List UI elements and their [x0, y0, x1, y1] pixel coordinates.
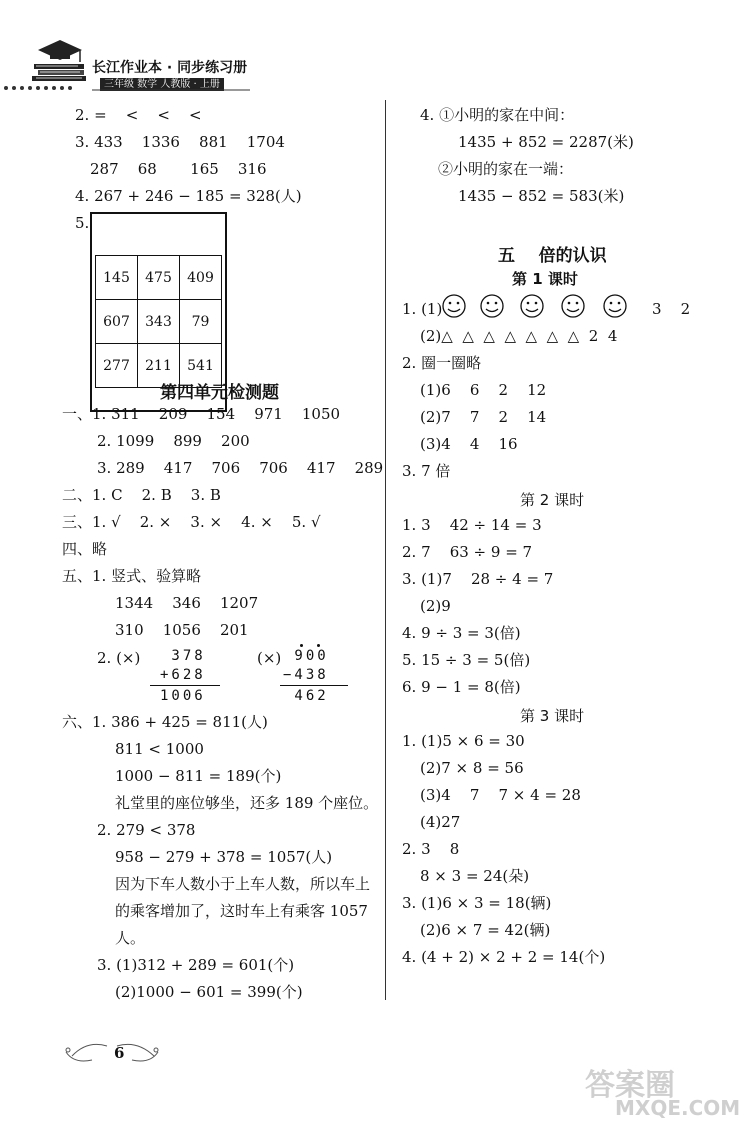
grid-row — [96, 300, 222, 344]
lesson-title: 第 1 课时 — [512, 270, 578, 288]
section-title: 第四单元检测题 — [160, 383, 279, 403]
graduation-cap-books-logo — [30, 38, 90, 84]
grid-cell: 277 — [96, 344, 138, 388]
vertical-calc-row: 1006 — [160, 688, 206, 704]
grid-cell: 409 — [180, 256, 222, 300]
answer-line: 3 2 — [652, 300, 691, 318]
brand-title: 长江作业本 · 同步练习册 — [92, 60, 248, 76]
answer-line: 1344 346 1207 — [115, 594, 259, 612]
calc-rule — [150, 685, 220, 686]
answer-line: 5. — [75, 214, 90, 232]
answer-line: 因为下车人数小于上车人数，所以车上 — [115, 875, 371, 893]
answer-line: 287 68 165 316 — [90, 160, 267, 178]
answer-line: 2. 279 < 378 — [97, 821, 196, 839]
answer-line: 2. 7 63 ÷ 9 = 7 — [402, 543, 533, 561]
answer-line: 2. = < < < — [75, 106, 202, 124]
vertical-calc-row: −438 — [283, 667, 329, 683]
answer-line: 2. 圈一圈略 — [402, 354, 482, 372]
answer-line: 三、1. √ 2. × 3. × 4. × 5. √ — [62, 513, 321, 531]
dotted-rule — [0, 84, 260, 92]
answer-label: 1. (1) — [402, 300, 443, 318]
grid-table — [95, 255, 222, 388]
answer-label: 2. (×) — [97, 649, 141, 667]
answer-line: (2)6 × 7 = 42(辆) — [420, 921, 551, 939]
grid-cell: 541 — [180, 344, 222, 388]
grid-cell: 343 — [138, 300, 180, 344]
answer-line: (2)7 7 2 14 — [420, 408, 547, 426]
grid-cell: 475 — [138, 256, 180, 300]
answer-line: 4. 267 + 246 − 185 = 328(人) — [75, 187, 302, 205]
smiley-faces — [440, 292, 640, 322]
answer-line: 1. 3 42 ÷ 14 = 3 — [402, 516, 542, 534]
answer-line: 一、1. 311 209 154 971 1050 — [62, 405, 341, 423]
grid-cell: 607 — [96, 300, 138, 344]
answer-line: 310 1056 201 — [115, 621, 249, 639]
lesson-title: 第 2 课时 — [520, 491, 585, 509]
section-title: 五 倍的认识 — [498, 246, 607, 266]
answer-line: (2)△ △ △ △ △ △ △ 2 4 — [420, 327, 618, 345]
grid-cell: 79 — [180, 300, 222, 344]
page-number-ornament — [62, 1034, 162, 1068]
answer-line: ②小明的家在一端： — [438, 160, 574, 178]
answer-line: (2)1000 − 601 = 399(个) — [115, 983, 303, 1001]
borrow-dot — [300, 644, 303, 647]
brand-subtitle: 三年级 数学 人教版 · 上册 — [100, 78, 224, 91]
vertical-calc-row: +628 — [160, 667, 206, 683]
answer-line: 人。 — [115, 929, 146, 947]
vertical-calc-row: 378 — [160, 648, 206, 664]
answer-line: 1435 + 852 = 2287(米) — [458, 133, 634, 151]
answer-line: 礼堂里的座位够坐，还多 189 个座位。 — [115, 794, 379, 812]
lesson-title: 第 3 课时 — [520, 707, 585, 725]
calc-rule — [280, 685, 348, 686]
answer-line: 6. 9 − 1 = 8(倍) — [402, 678, 521, 696]
answer-line: 1435 − 852 = 583(米) — [458, 187, 625, 205]
answer-line: 四、略 — [62, 540, 108, 558]
answer-line: (3)4 7 7 × 4 = 28 — [420, 786, 581, 804]
watermark-logo: 答案圈 — [585, 1068, 675, 1103]
answer-line: 六、1. 386 + 425 = 811(人) — [62, 713, 268, 731]
answer-line: 五、1. 竖式、验算略 — [62, 567, 202, 585]
answer-line: 1. (1)5 × 6 = 30 — [402, 732, 525, 750]
answer-line: (2)7 × 8 = 56 — [420, 759, 524, 777]
answer-line: 3. 289 417 706 706 417 289 — [97, 459, 384, 477]
answer-line: 5. 15 ÷ 3 = 5(倍) — [402, 651, 531, 669]
answer-line: 4. 9 ÷ 3 = 3(倍) — [402, 624, 521, 642]
watermark-url: MXQE.COM — [615, 1096, 741, 1120]
answer-line: 811 < 1000 — [115, 740, 204, 758]
answer-line: 2. 3 8 — [402, 840, 460, 858]
answer-line: (2)9 — [420, 597, 451, 615]
answer-line: 8 × 3 = 24(朵) — [420, 867, 530, 885]
vertical-calc-row: 462 — [283, 688, 329, 704]
answer-label: (×) — [257, 649, 282, 667]
answer-line: 2. 1099 899 200 — [97, 432, 250, 450]
answer-line: 1000 − 811 = 189(个) — [115, 767, 282, 785]
grid-row — [96, 256, 222, 300]
grid-cell: 211 — [138, 344, 180, 388]
answer-line: 3. (1)6 × 3 = 18(辆) — [402, 894, 552, 912]
answer-line: 3. (1)312 + 289 = 601(个) — [97, 956, 295, 974]
borrow-dot — [317, 644, 320, 647]
answer-line: 3. 7 倍 — [402, 462, 451, 480]
answer-line: (1)6 6 2 12 — [420, 381, 547, 399]
vertical-calc-row: 900 — [283, 648, 329, 664]
answer-line: (4)27 — [420, 813, 461, 831]
answer-line: 的乘客增加了，这时车上有乘客 1057 — [115, 902, 368, 920]
answer-line: 3. (1)7 28 ÷ 4 = 7 — [402, 570, 554, 588]
answer-line: 4. ①小明的家在中间： — [420, 106, 575, 124]
grid-cell: 145 — [96, 256, 138, 300]
answer-line: (3)4 4 16 — [420, 435, 518, 453]
answer-line: 958 − 279 + 378 = 1057(人) — [115, 848, 333, 866]
answer-line: 4. (4 + 2) × 2 + 2 = 14(个) — [402, 948, 606, 966]
answer-line: 3. 433 1336 881 1704 — [75, 133, 285, 151]
page-number: 6 — [114, 1044, 125, 1062]
column-divider — [385, 100, 386, 1000]
answer-line: 二、1. C 2. B 3. B — [62, 486, 221, 504]
